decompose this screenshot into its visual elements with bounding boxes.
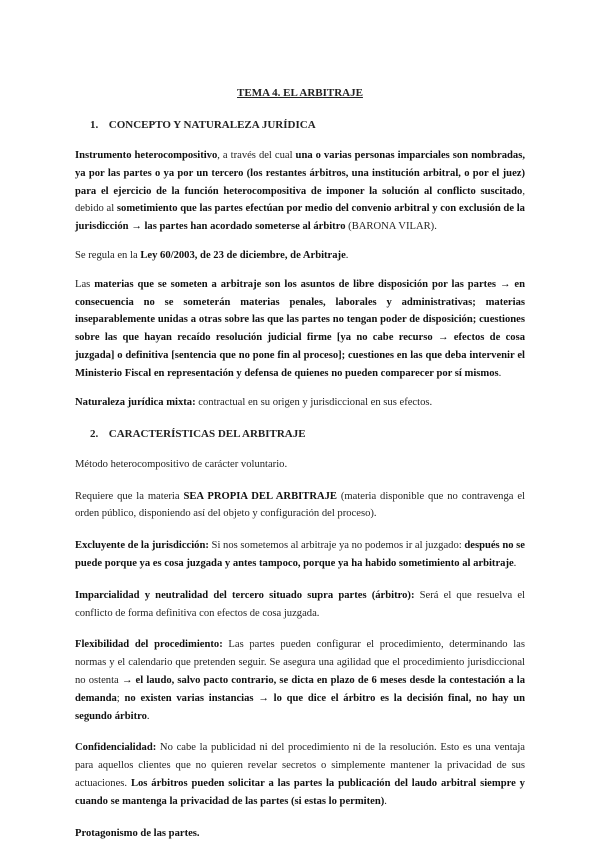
bold-text: una o varias personas imparciales son nombradas, ya por las partes o ya por un tercero (los restantes árbitros, una institución arbitral, o por el juez) para el ejercicio de la función heterocompositiva de imponer la solución al conflicto suscitado xyxy=(75,149,525,197)
paragraph-imparcialidad xyxy=(75,587,525,623)
bold-text: → el laudo, salvo pacto contrario, se dicta en plazo de 6 meses desde la contestación a la demanda xyxy=(75,674,525,704)
section-heading-1 xyxy=(90,116,525,134)
text: contractual en su origen y jurisdiccional en sus efectos. xyxy=(195,396,433,408)
text: Requiere que la materia xyxy=(75,490,184,502)
text: . xyxy=(498,367,502,379)
text: ; xyxy=(116,692,125,704)
section-heading-2 xyxy=(90,425,525,443)
bold-text: después no se puede porque ya es cosa juzgada y antes tampoco, porque ya ha habido sometimiento al arbitraje xyxy=(75,540,526,569)
bold-text: Los árbitros pueden solicitar a las partes la publicación del laudo arbitral siempre y cuando se mantenga la privacidad de las partes (si estas lo permiten) xyxy=(75,777,525,807)
bold-text: no existen varias instancias → lo que dice el árbitro es la decisión final, no hay un segundo árbitro xyxy=(75,692,525,722)
section-number: 1. xyxy=(90,119,99,132)
section-number: 2. xyxy=(90,428,99,441)
bold-text: Protagonismo de las partes. xyxy=(75,827,200,839)
text: . xyxy=(384,795,387,807)
paragraph-flexibilidad xyxy=(75,636,525,725)
section-title: CARACTERÍSTICAS DEL ARBITRAJE xyxy=(108,428,306,441)
paragraph-regulation xyxy=(75,247,525,265)
paragraph-naturaleza xyxy=(75,394,525,412)
paragraph-protagonismo xyxy=(75,825,525,843)
text: Si nos sometemos al arbitraje ya no podemos ir al juzgado: xyxy=(208,540,465,552)
bold-text: Flexibilidad del procedimiento: xyxy=(75,639,223,651)
paragraph-definition xyxy=(75,147,525,236)
document-title: TEMA 4. EL ARBITRAJE xyxy=(237,87,363,99)
bold-text: sometimiento que las partes efectúan por medio del convenio arbitral y con exclusión de la jurisdicción → las partes han acordado someterse al árbitro xyxy=(75,203,525,233)
text: Las partes pueden configurar el procedimiento, determinando las normas y el calendario que pretenden seguir. Se asegura una agilidad que el procedimiento jurisdiccional no ostenta xyxy=(75,639,525,686)
paragraph-excluyente xyxy=(75,537,525,573)
section-title: CONCEPTO Y NATURALEZA JURÍDICA xyxy=(108,119,316,132)
text: Se regula en la xyxy=(75,249,141,261)
text: (BARONA VILAR). xyxy=(345,221,437,233)
paragraph-materias xyxy=(75,276,525,383)
bold-text: Ley 60/2003, de 23 de diciembre, de Arbitraje xyxy=(140,249,346,261)
bold-text: Naturaleza jurídica mixta: xyxy=(75,396,196,408)
text: . xyxy=(513,557,517,569)
bold-text: materias que se someten a arbitraje son los asuntos de libre disposición por las partes → en consecuencia no se someterán materias penales, laborales y administrativas; materias inseparablemente unidas a otras sobre las que las partes no tengan poder de disposición; cuestiones sobre las que hayan recaído resolución judicial firme [ya no cabe recurso → efectos de cosa juzgada] o definitiva [sentencia que no pone fin al proceso]; cuestiones en las que deba intervenir el Ministerio Fiscal en representación y defensa de quienes no pueden comparecer por sí mismos xyxy=(75,278,525,379)
paragraph-metodo xyxy=(75,456,525,474)
text: (materia disponible que no contravenga el orden público, disponiendo así del objeto y configuración del proceso). xyxy=(75,490,525,520)
bold-text: Confidencialidad: xyxy=(75,742,157,754)
text: , a través del cual xyxy=(217,149,296,161)
bold-text: Excluyente de la jurisdicción: xyxy=(75,540,209,552)
bold-text: Instrumento heterocompositivo xyxy=(75,149,218,161)
text: , debido al xyxy=(75,185,525,215)
text: No cabe la publicidad ni del procedimiento ni de la resolución. Esto es una ventaja para aquellos clientes que no quieren revelar secretos o simplemente mantener la privacidad de sus actuaciones. xyxy=(75,742,525,789)
paragraph-confidencialidad xyxy=(75,739,525,810)
text: . xyxy=(146,710,150,722)
bold-text: SEA PROPIA DEL ARBITRAJE xyxy=(183,490,337,502)
text: Las xyxy=(75,278,95,290)
text: Será el que resuelva el conflicto de forma definitiva con efectos de cosa juzgada. xyxy=(75,589,525,619)
bold-text: Imparcialidad y neutralidad del tercero situado supra partes (árbitro): xyxy=(75,589,415,601)
text: Método heterocompositivo de carácter voluntario. xyxy=(75,458,288,470)
text: . xyxy=(345,249,349,261)
paragraph-materia-propia xyxy=(75,488,525,524)
